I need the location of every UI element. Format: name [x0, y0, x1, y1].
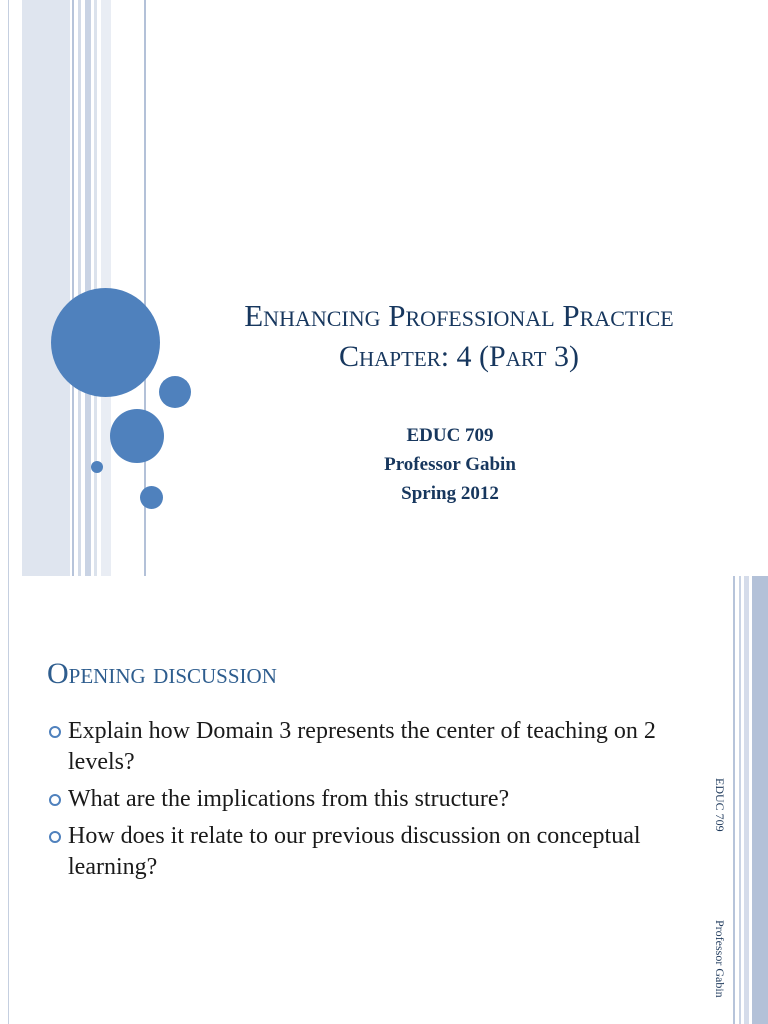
- decor-stripe: [739, 576, 741, 1024]
- list-item: [47, 784, 687, 815]
- decor-stripe: [8, 576, 9, 1024]
- decor-circle-small: [159, 376, 191, 408]
- decor-circle-medium: [110, 409, 164, 463]
- professor-name: Professor Gabin: [384, 454, 516, 475]
- decor-circle-small: [140, 486, 163, 509]
- bullet-circle-icon: [49, 794, 61, 806]
- course-code: EDUC 709: [406, 425, 494, 446]
- decor-circle-large: [51, 288, 160, 397]
- decor-stripe: [22, 0, 70, 576]
- decor-stripe: [8, 0, 9, 576]
- bullet-text: How does it relate to our previous discussion on conceptual learning?: [68, 823, 641, 880]
- bullet-text: What are the implications from this structure?: [68, 786, 510, 812]
- footer-course: EDUC 709: [713, 778, 727, 832]
- bullet-text: Explain how Domain 3 represents the center of teaching on 2 levels?: [68, 718, 656, 775]
- term: Spring 2012: [401, 483, 499, 504]
- decor-stripe: [78, 0, 81, 576]
- slide-title: Enhancing Professional Practice: [244, 298, 674, 333]
- decor-stripe: [744, 576, 749, 1024]
- decor-stripe: [733, 576, 735, 1024]
- decor-stripe: [72, 0, 74, 576]
- bullet-circle-icon: [49, 726, 61, 738]
- bullet-circle-icon: [49, 831, 61, 843]
- footer-professor: Professor Gabin: [713, 920, 727, 998]
- decor-stripe: [752, 576, 768, 1024]
- decor-circle-tiny: [91, 461, 103, 473]
- bullet-list: [47, 716, 687, 889]
- list-item: [47, 716, 687, 778]
- slide-subtitle: Chapter: 4 (Part 3): [339, 340, 579, 373]
- list-item: [47, 821, 687, 883]
- content-slide: [0, 576, 768, 1024]
- slide-heading: Opening discussion: [47, 657, 277, 690]
- decor-stripe: [85, 0, 91, 576]
